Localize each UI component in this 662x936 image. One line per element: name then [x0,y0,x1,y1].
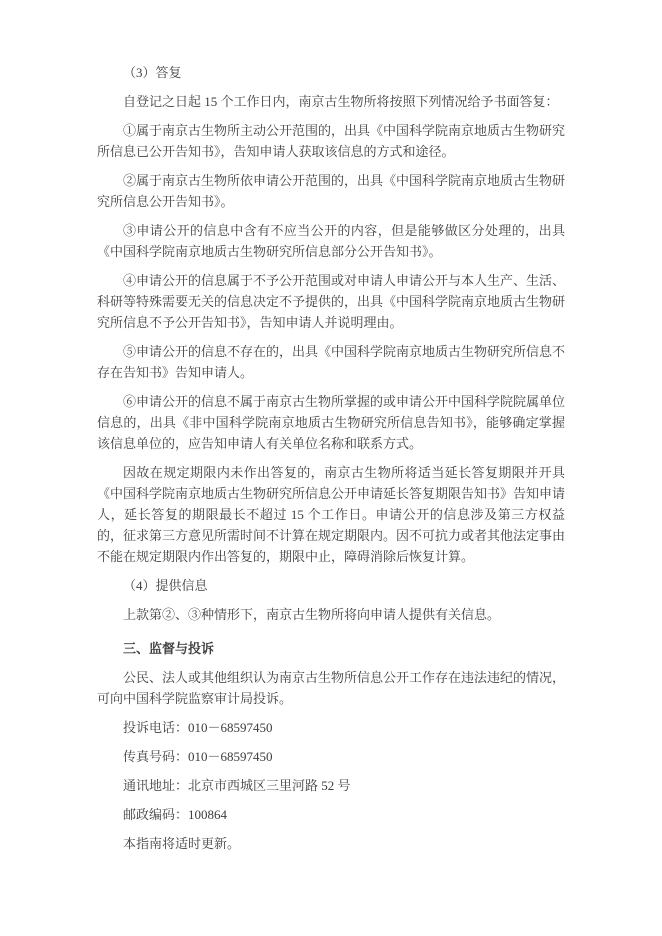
paragraph-item-1: ①属于南京古生物所主动公开范围的，出具《中国科学院南京地质古生物研究所信息已公开告知书》，告知申请人获取该信息的方式和途径。 [97,123,566,159]
paragraph-update-note: 本指南将适时更新。 [123,836,241,851]
contact-fax: 传真号码：010－68597450 [123,749,273,764]
paragraph-item-2: ②属于南京古生物所依申请公开范围的，出具《中国科学院南京地质古生物研究所信息公开告知书》。 [97,173,566,209]
contact-postcode: 邮政编码：100864 [123,807,228,822]
paragraph-complaint-intro: 公民、法人或其他组织认为南京古生物所信息公开工作存在违法违纪的情况，可向中国科学院监察审计局投诉。 [97,670,566,706]
paragraph-item-5: ⑤申请公开的信息不存在的，出具《中国科学院南京地质古生物研究所信息不存在告知书》告知申请人。 [97,344,566,380]
paragraph-reply-subheading: （3）答复 [123,65,182,80]
paragraph-item-4: ④申请公开的信息属于不予公开范围或对申请人申请公开与本人生产、生活、科研等特殊需要无关的信息决定不予提供的，出具《中国科学院南京地质古生物研究所信息不予公开告知书》，告知申请人并说明理由。 [97,273,566,330]
paragraph-reply-intro: 自登记之日起 15 个工作日内，南京古生物所将按照下列情况给予书面答复： [123,94,559,109]
contact-phone: 投诉电话：010－68597450 [123,720,273,735]
section-heading-supervision: 三、监督与投诉 [123,641,215,656]
paragraph-extension: 因故在规定期限内未作出答复的，南京古生物所将适当延长答复期限并开具《中国科学院南京地质古生物研究所信息公开申请延长答复期限告知书》告知申请人，延长答复的期限最长不超过 15 个工作日。申请公开的信息涉及第三方权益的，征求第三方意见所需时间不计算在规定期限内。因不可抗力或者其他法定事由不能在规定期限内作出答复的，期限中止，障碍消除后恢复计算。 [97,465,566,564]
paragraph-provide-info-subheading: （4）提供信息 [123,578,208,593]
contact-address: 通讯地址：北京市西城区三里河路 52 号 [123,778,351,793]
paragraph-item-6: ⑥申请公开的信息不属于南京古生物所掌握的或申请公开中国科学院院属单位信息的，出具《非中国科学院南京地质古生物研究所信息告知书》，能够确定掌握该信息单位的，应告知申请人有关单位名称和联系方式。 [97,394,566,451]
paragraph-provide-info: 上款第②、③种情形下，南京古生物所将向申请人提供有关信息。 [123,607,501,622]
document-body [97,62,565,854]
paragraph-item-3: ③申请公开的信息中含有不应当公开的内容，但是能够做区分处理的，出具《中国科学院南京地质古生物研究所信息部分公开告知书》。 [97,223,565,259]
